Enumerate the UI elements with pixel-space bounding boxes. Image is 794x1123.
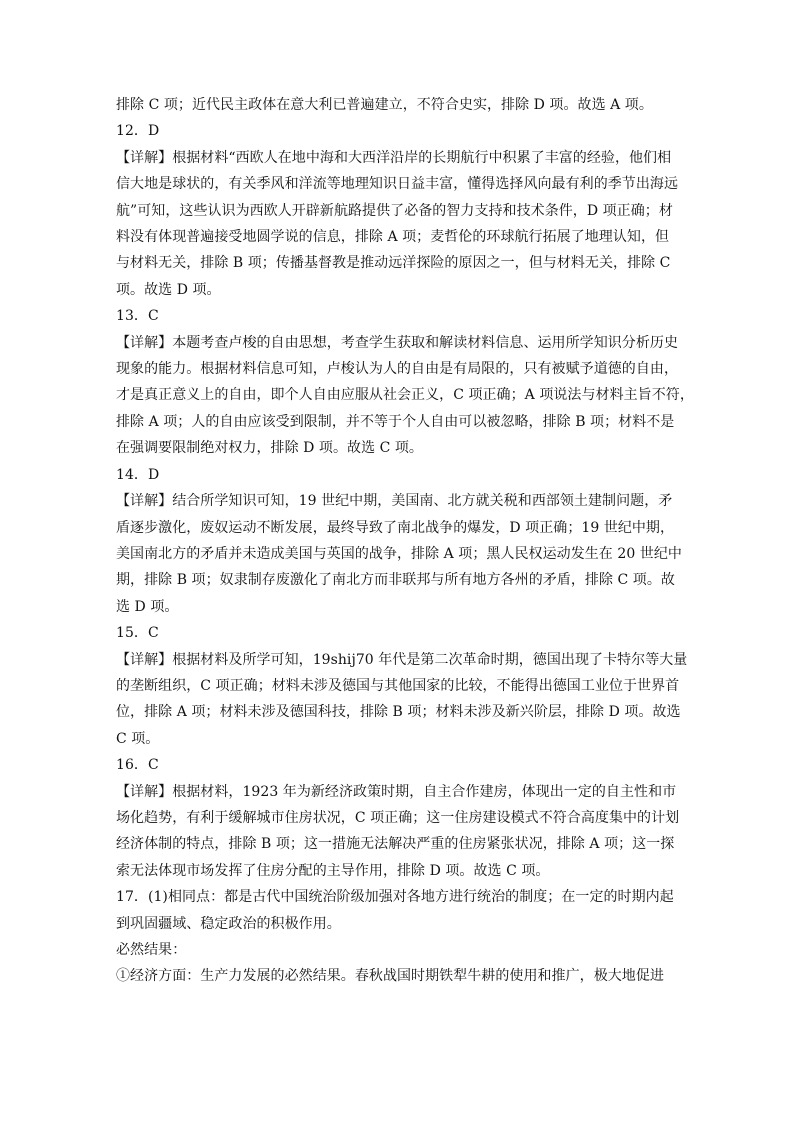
text-line: 位，排除 A 项；材料未涉及德国科技，排除 B 项；材料未涉及新兴阶层，排除 D 项。故选 <box>116 704 681 721</box>
question-number: 13．C <box>116 308 159 325</box>
question-number: 15．C <box>116 625 159 642</box>
text-line: 排除 A 项；人的自由应该受到限制，并不等于个人自由可以被忽略，排除 B 项；材料不是 <box>116 413 675 430</box>
text-line: 在强调要限制绝对权力，排除 D 项。故选 C 项。 <box>116 440 423 457</box>
text-line: C 项。 <box>116 730 160 747</box>
text-line: 索无法体现市场发挥了住房分配的主导作用，排除 D 项。故选 C 项。 <box>116 862 550 879</box>
text-line: 17．(1)相同点：都是古代中国统治阶级加强对各地方进行统治的制度；在一定的时期内起 <box>116 889 674 906</box>
text-line: 美国南北方的矛盾并未造成美国与英国的战争，排除 A 项；黑人民权运动发生在 20 世纪中 <box>116 545 682 562</box>
text-line: 航”可知，这些认识为西欧人开辟新航路提供了必备的智力支持和技术条件，D 项正确；材 <box>116 202 673 219</box>
text-line: 【详解】本题考查卢梭的自由思想，考查学生获取和解读材料信息、运用所学知识分析历史 <box>116 334 678 351</box>
text-line: 的垄断组织，C 项正确；材料未涉及德国与其他国家的比较，不能得出德国工业位于世界首 <box>116 677 680 694</box>
text-line: 信大地是球状的，有关季风和洋流等地理知识日益丰富，懂得选择风向最有利的季节出海远 <box>116 176 678 193</box>
question-number: 14．D <box>116 466 160 483</box>
question-number: 16．C <box>116 757 159 774</box>
text-line: ①经济方面：生产力发展的必然结果。春秋战国时期铁犁牛耕的使用和推广，极大地促进 <box>116 968 664 985</box>
text-line: 项。故选 D 项。 <box>116 281 221 298</box>
text-line: 料没有体现普遍接受地圆学说的信息，排除 A 项；麦哲伦的环球航行拓展了地理认知，但 <box>116 229 670 246</box>
text-line: 排除 C 项；近代民主政体在意大利已普遍建立，不符合史实，排除 D 项。故选 A 项。 <box>116 97 653 113</box>
text-line: 【详解】根据材料及所学可知，19shij70 年代是第二次革命时期，德国出现了卡特尔等大量 <box>116 651 688 668</box>
text-line: 必然结果： <box>116 942 187 958</box>
text-line: 【详解】根据材料“西欧人在地中海和大西洋沿岸的长期航行中积累了丰富的经验，他们相 <box>116 149 672 166</box>
text-line: 【详解】结合所学知识可知，19 世纪中期，美国南、北方就关税和西部领土建制问题，矛 <box>116 493 673 510</box>
text-line: 【详解】根据材料，1923 年为新经济政策时期，自主合作建房，体现出一定的自主性和市 <box>116 783 677 800</box>
text-line: 到巩固疆域、稳定政治的积极作用。 <box>116 915 341 932</box>
text-line: 与材料无关，排除 B 项；传播基督教是推动远洋探险的原因之一，但与材料无关，排除 C <box>116 255 671 272</box>
text-line: 选 D 项。 <box>116 598 179 615</box>
question-number: 12．D <box>116 123 160 140</box>
text-line: 经济体制的特点，排除 B 项；这一措施无法解决严重的住房紧张状况，排除 A 项；这一探 <box>116 836 675 853</box>
text-line: 现象的能力。根据材料信息可知，卢梭认为人的自由是有局限的，只有被赋予道德的自由， <box>116 361 678 378</box>
text-line: 盾逐步激化，废奴运动不断发展，最终导致了南北战争的爆发，D 项正确；19 世纪中期， <box>116 519 675 536</box>
text-line: 才是真正意义上的自由，即个人自由应服从社会正义，C 项正确；A 项说法与材料主旨不符， <box>116 387 694 404</box>
text-line: 期，排除 B 项；奴隶制存废激化了南北方而非联邦与所有地方各州的矛盾，排除 C 项。故 <box>116 572 675 589</box>
text-line: 场化趋势，有利于缓解城市住房状况，C 项正确；这一住房建设模式不符合高度集中的计划 <box>116 809 680 826</box>
